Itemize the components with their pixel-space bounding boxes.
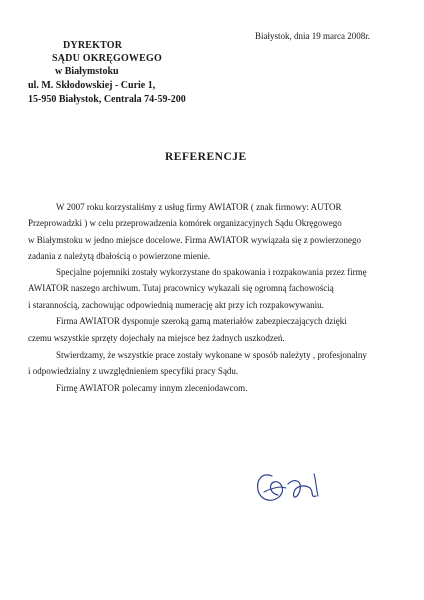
body-line: Firma AWIATOR dysponuje szeroką gamą materiałów zabezpieczających dzięki bbox=[56, 316, 347, 326]
body-line: zadania z należytą dbałością o powierzone mienie. bbox=[28, 251, 211, 261]
signature-icon bbox=[250, 462, 332, 512]
body-line: Specjalne pojemniki zostały wykorzystane do spakowania i rozpakowania przez firmę bbox=[56, 267, 367, 277]
addressee-city: w Białymstoku bbox=[55, 66, 119, 77]
body-line: Stwierdzamy, że wszystkie prace zostały wykonane w sposób należyty , profesjonalny bbox=[56, 350, 367, 360]
body-line: Przeprowadzki ) w celu przeprowadzenia komórek organizacyjnych Sądu Okręgowego bbox=[28, 218, 342, 228]
addressee-name: SĄDU OKRĘGOWEGO bbox=[52, 53, 162, 64]
letter-date: Białystok, dnia 19 marca 2008r. bbox=[255, 31, 370, 41]
body-line: czemu wszystkie sprzęty dojechały na miejsce bez żadnych uszkodzeń. bbox=[28, 333, 285, 343]
body-line: W 2007 roku korzystaliśmy z usług firmy AWIATOR ( znak firmowy: AUTOR bbox=[56, 202, 342, 212]
body-line: AWIATOR naszego archiwum. Tutaj pracownicy wykazali się ogromną fachowością bbox=[28, 283, 334, 293]
letter-subject: REFERENCJE bbox=[165, 151, 247, 163]
addressee-title: DYREKTOR bbox=[63, 40, 123, 51]
body-line: i starannością, zachowując odpowiednią numerację akt przy ich rozpakowywaniu. bbox=[28, 300, 324, 310]
addressee-street: ul. M. Skłodowskiej - Curie 1, bbox=[28, 80, 156, 91]
addressee-postal-phone: 15-950 Białystok, Centrala 74-59-200 bbox=[28, 94, 186, 105]
body-line: w Białymstoku w jedno miejsce docelowe. Firma AWIATOR wywiązała się z powierzonego bbox=[28, 235, 362, 245]
body-line: i odpowiedzialny z uwzględnieniem specyfiki pracy Sądu. bbox=[28, 366, 239, 376]
body-line: Firmę AWIATOR polecamy innym zleceniodawcom. bbox=[56, 383, 248, 393]
